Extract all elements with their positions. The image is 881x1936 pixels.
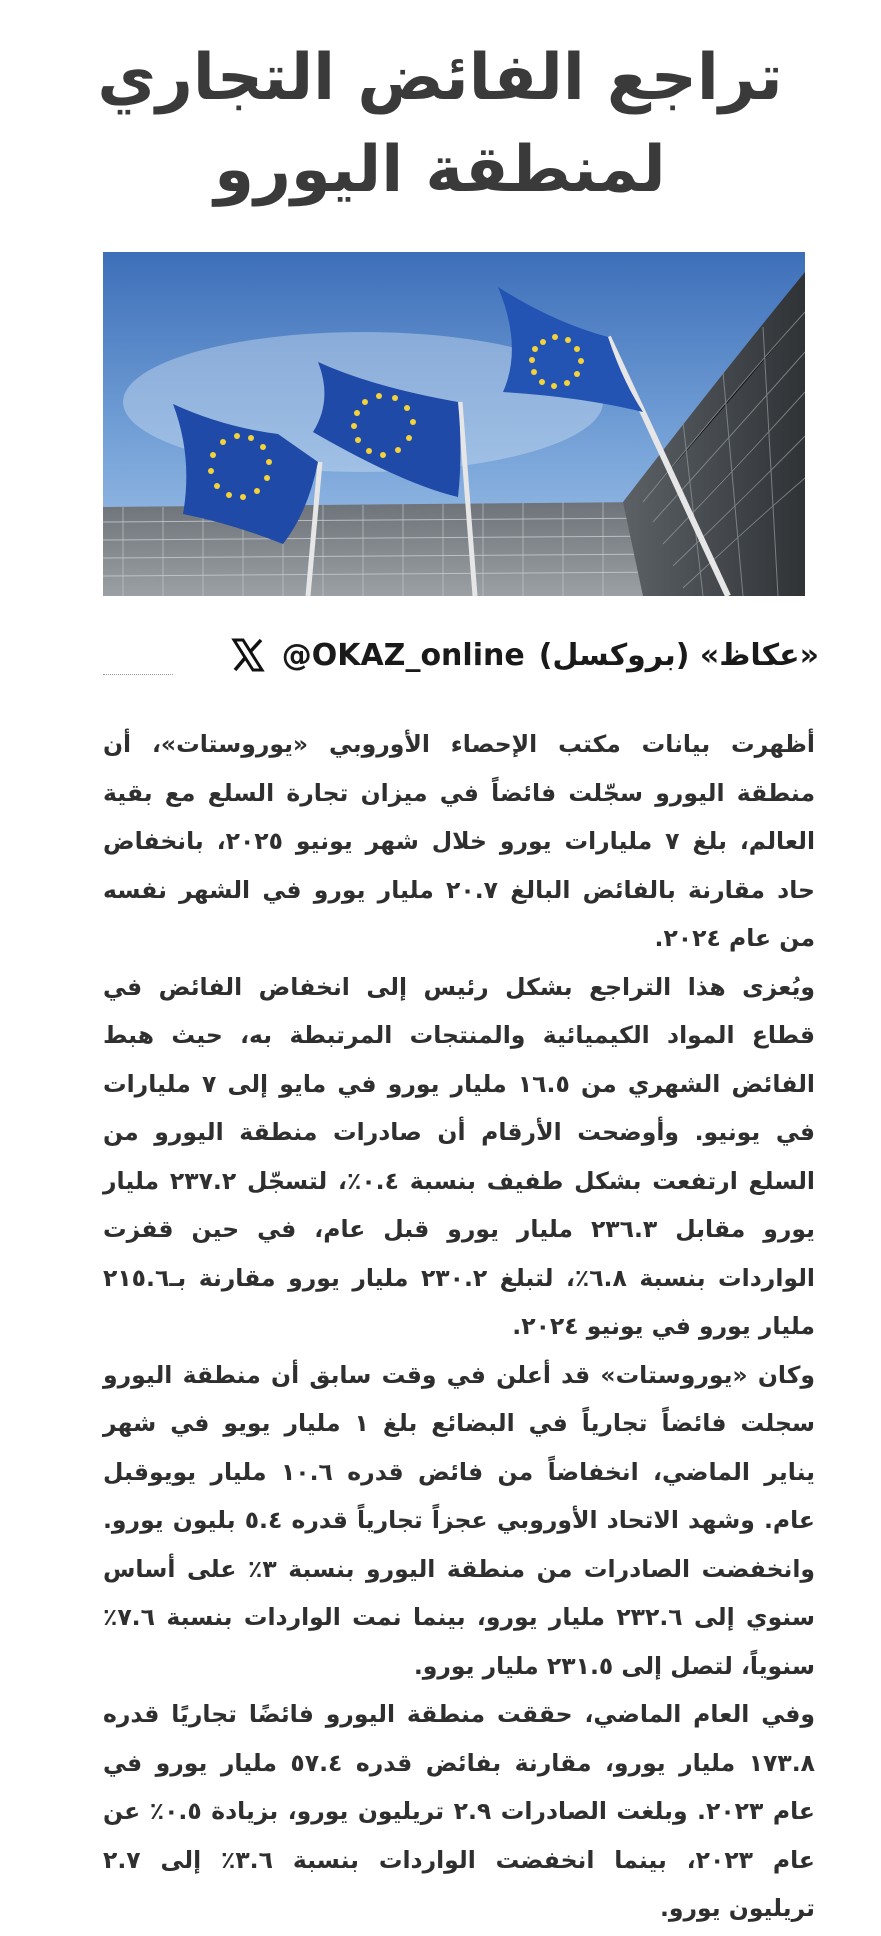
article-headline [80,32,800,216]
article-body [103,720,815,1933]
article-paragraph: ويُعزى هذا التراجع بشكل رئيس إلى انخفاض الفائض في قطاع المواد الكيميائية والمنتجات المرتبطة به، حيث هبط الفائض الشهري من ١٦.٥ مليار يورو في مايو إلى ٧ مليارات في يونيو. وأوضحت الأرقام أن صادرات منطقة اليورو من السلع ارتفعت بشكل طفيف بنسبة ٠.٤٪، لتسجّل ٢٣٧.٢ مليار يورو مقابل ٢٣٦.٣ مليار يورو قبل عام، في حين قفزت الواردات بنسبة ٦.٨٪، لتبلغ ٢٣٠.٢ مليار يورو مقارنة بـ٢١٥.٦ مليار يورو في يونيو ٢٠٢٤. [103,972,815,1340]
headline-line-2: لمنطقة اليورو [214,133,666,207]
headline-line-1: تراجع الفائض التجاري [97,41,783,115]
byline-handle[interactable]: @OKAZ_online [281,637,525,673]
article-photo [103,252,805,596]
article-paragraph: وفي العام الماضي، حققت منطقة اليورو فائضًا تجاريًا قدره ١٧٣.٨ مليار يورو، مقارنة بفائض قدره ٥٧.٤ مليار يورو في عام ٢٠٢٣. وبلغت الصادرات ٢.٩ تريليون يورو، بزيادة ٠.٥٪ عن عام ٢٠٢٣، بينما انخفضت الواردات بنسبة ٣.٦٪ إلى ٢.٧ تريليون يورو. [103,1700,815,1922]
byline-source: «عكاظ» (بروكسل) [538,637,819,673]
byline-divider [103,674,173,675]
eu-flags-photo-illustration [103,252,805,596]
byline [103,630,819,680]
x-logo-icon[interactable] [228,635,268,675]
article-paragraph: أظهرت بيانات مكتب الإحصاء الأوروبي «يوروستات»، أن منطقة اليورو سجّلت فائضاً في ميزان تجارة السلع مع بقية العالم، بلغ ٧ مليارات يورو خلال شهر يونيو ٢٠٢٥، بانخفاض حاد مقارنة بالفائض البالغ ٢٠.٧ مليار يورو في الشهر نفسه من عام ٢٠٢٤. [103,730,815,952]
article-paragraph: وكان «يوروستات» قد أعلن في وقت سابق أن منطقة اليورو سجلت فائضاً تجارياً في البضائع بلغ ١ مليار يويو في شهر يناير الماضي، انخفاضاً من فائض قدره ١٠.٦ مليار يويوقبل عام. وشهد الاتحاد الأوروبي عجزاً تجارياً قدره ٥.٤ بليون يورو. وانخفضت الصادرات من منطقة اليورو بنسبة ٣٪ على أساس سنوي إلى ٢٣٢.٦ مليار يورو، بينما نمت الواردات بنسبة ٧.٦٪ سنوياً، لتصل إلى ٢٣١.٥ مليار يورو. [103,1360,816,1680]
